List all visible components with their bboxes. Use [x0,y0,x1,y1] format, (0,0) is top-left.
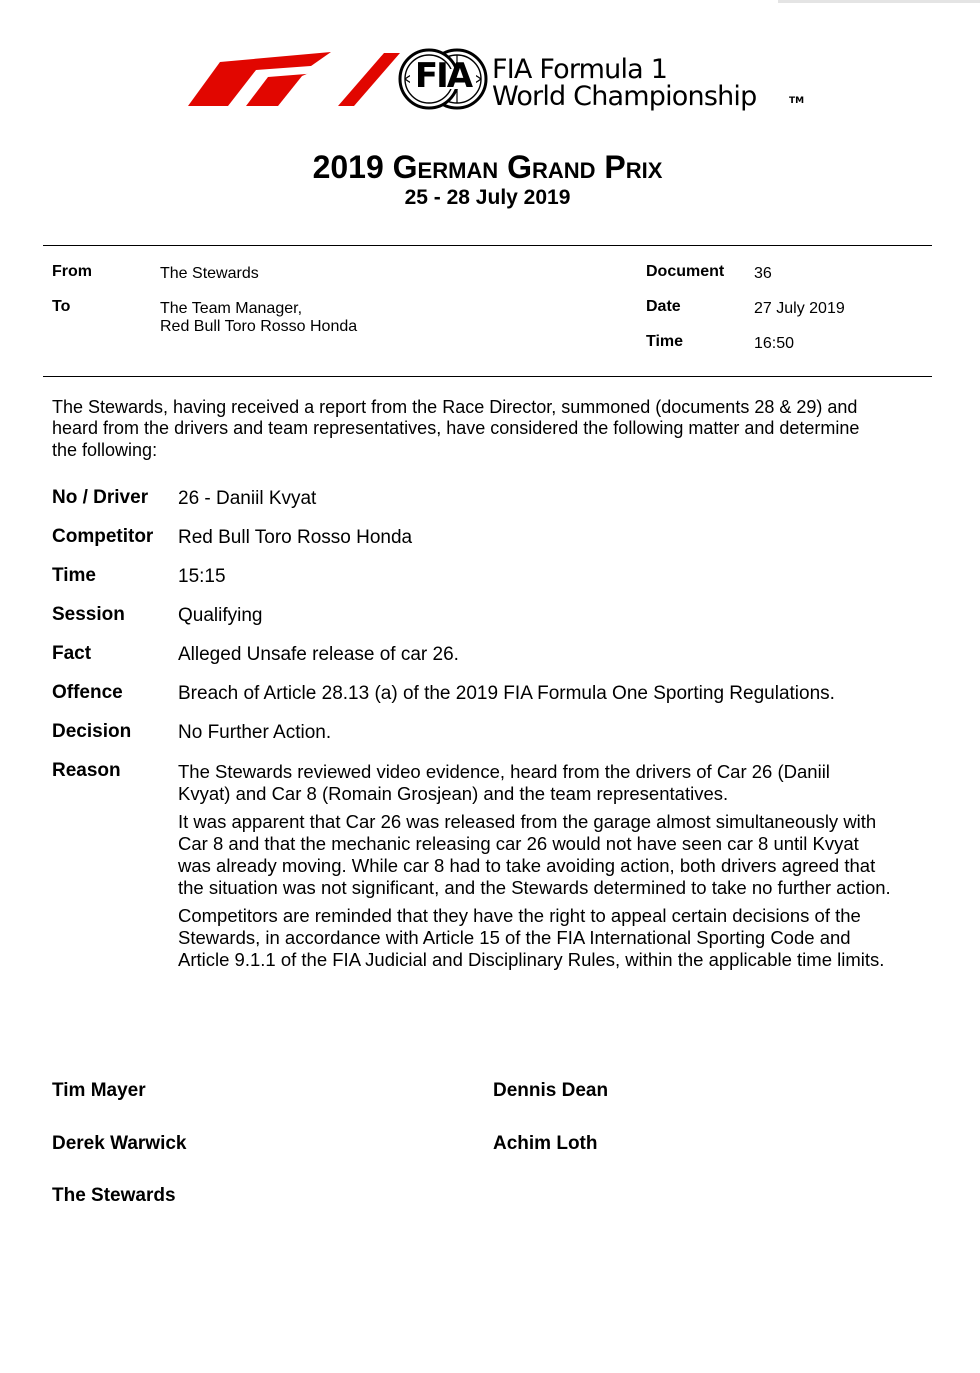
logo-title-line2: World Championship [492,81,757,112]
reason-p2-line3: was already moving. While car 8 had to take avoiding action, both drivers agreed that [178,855,876,876]
reason-p2-line4: the situation was not significant, and the Stewards determined to take no further action. [178,877,891,898]
incident-time-value: 15:15 [178,566,226,587]
event-title [0,148,975,186]
session-label: Session [52,604,125,625]
fact-label: Fact [52,643,92,664]
session-value: Qualifying [178,605,263,626]
intro-line-2: heard from the drivers and team representatives, have considered the following matter and determine [52,418,860,438]
page-top-edge [778,0,980,3]
intro-line-3: the following: [52,440,158,460]
competitor-label: Competitor [52,526,154,547]
header-top-rule [43,245,932,246]
reason-p1-line2: Kvyat) and Car 8 (Romain Grosjean) and the team representatives. [178,783,729,804]
trademark-mark: TM [789,96,805,106]
offence-value: Breach of Article 28.13 (a) of the 2019 FIA Formula One Sporting Regulations. [178,683,835,704]
logo-title-line1: FIA Formula 1 [492,54,668,85]
offence-label: Offence [52,682,123,703]
decision-value: No Further Action. [178,722,332,743]
event-title-text: 2019 German Grand Prix [312,149,663,185]
driver-label: No / Driver [52,487,149,508]
to-label: To [52,298,71,315]
from-value: The Stewards [160,265,259,282]
to-value-line2: Red Bull Toro Rosso Honda [160,318,358,335]
intro-line-1: The Stewards, having received a report from the Race Director, summoned (documents 28 & 29) and [52,397,858,417]
reason-label: Reason [52,760,121,781]
reason-p3-line1: Competitors are reminded that they have the right to appeal certain decisions of the [178,905,861,926]
from-label: From [52,263,92,280]
signatory-dennis-dean: Dennis Dean [493,1080,609,1101]
fia-emblem-text: FIA [414,56,472,96]
incident-time-label: Time [52,565,97,586]
reason-p2-line2: Car 8 and that the mechanic releasing car 26 would not have seen car 8 until Kvyat [178,833,859,854]
to-value-line1: The Team Manager, [160,300,303,317]
signatory-achim-loth: Achim Loth [493,1133,598,1154]
signatory-group: The Stewards [52,1185,176,1206]
event-dates: 25 - 28 July 2019 [404,186,571,209]
reason-p3-line3: Article 9.1.1 of the FIA Judicial and Disciplinary Rules, within the applicable time limits. [178,949,885,970]
competitor-value: Red Bull Toro Rosso Honda [178,527,413,548]
signatory-tim-mayer: Tim Mayer [52,1080,146,1101]
date-label: Date [646,298,681,315]
reason-p2-line1: It was apparent that Car 26 was released from the garage almost simultaneously with [178,811,877,832]
decision-label: Decision [52,721,132,742]
time-label: Time [646,333,684,350]
document-label: Document [646,263,725,280]
reason-p3-line2: Stewards, in accordance with Article 15 of the FIA International Sporting Code and [178,927,851,948]
header-bottom-rule [43,376,932,377]
reason-p1-line1: The Stewards reviewed video evidence, heard from the drivers of Car 26 (Daniil [178,761,830,782]
date-value: 27 July 2019 [754,300,845,317]
f1-logo-gap [188,50,400,111]
time-value: 16:50 [754,335,795,352]
fact-value: Alleged Unsafe release of car 26. [178,644,459,665]
driver-value: 26 - Daniil Kvyat [178,488,317,509]
document-value: 36 [754,265,772,282]
signatory-derek-warwick: Derek Warwick [52,1133,187,1154]
